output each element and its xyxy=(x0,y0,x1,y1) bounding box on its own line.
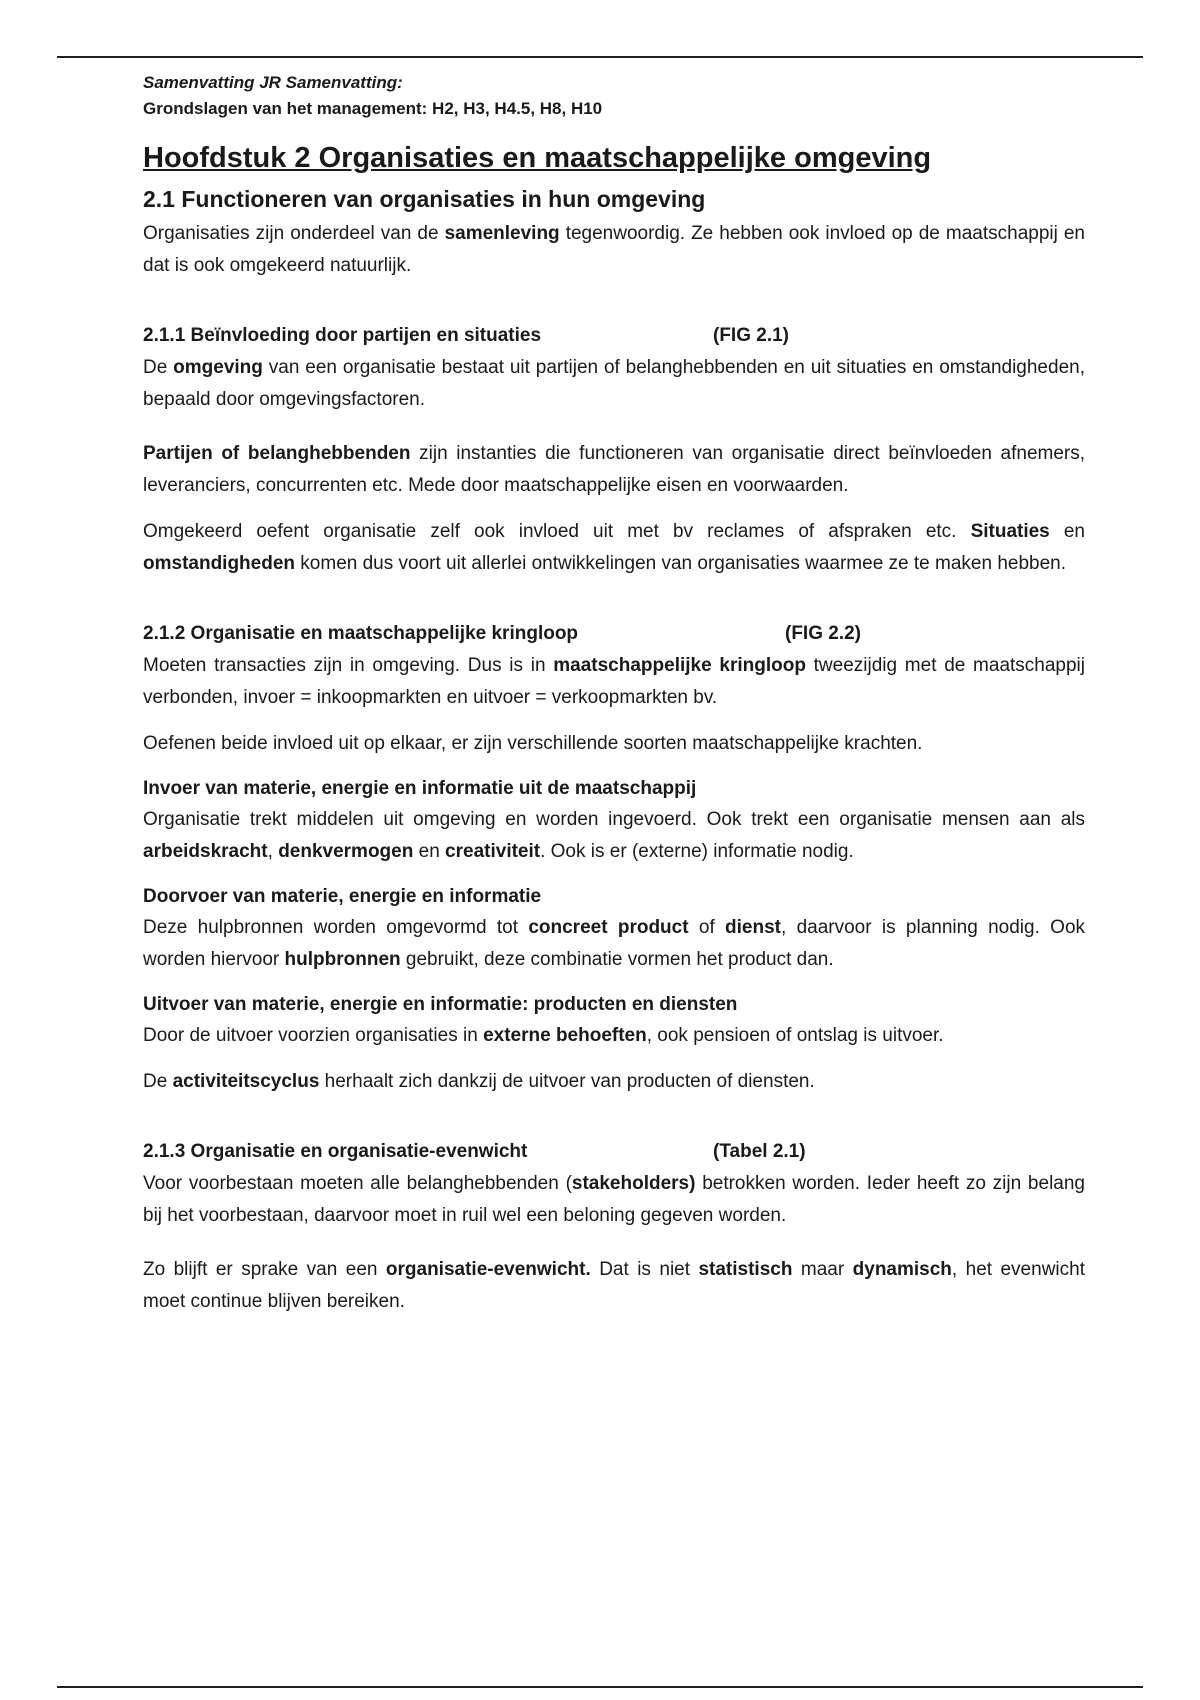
section-2-1-title: 2.1 Functioneren van organisaties in hun omgeving xyxy=(143,186,706,212)
invoer-paragraph: Organisatie trekt middelen uit omgeving en worden ingevoerd. Ook trekt een organisatie mensen aan als arbeidskracht, denkvermogen en creativiteit. Ook is er (externe) informatie nodig. xyxy=(143,809,1085,862)
section-2-1-1-title: 2.1.1 Beïnvloeding door partijen en situaties (FIG 2.1) xyxy=(143,320,1085,352)
s211-paragraph-2: Partijen of belanghebbenden zijn instanties die functioneren van organisatie direct beïnvloeden afnemers, leveranciers, concurrenten etc. Mede door maatschappelijke eisen en voorwaarden. xyxy=(143,443,1086,496)
doc-header-line1: Samenvatting JR Samenvatting: xyxy=(143,73,403,92)
s212-paragraph-1: Moeten transacties zijn in omgeving. Dus is in maatschappelijke kringloop tweezijdig met de maatschappij verbonden, invoer = inkoopmarkten en uitvoer = verkoopmarkten bv. xyxy=(143,655,1085,708)
fig-2-1-ref: (FIG 2.1) xyxy=(713,325,790,346)
document-body xyxy=(143,70,1085,1318)
tabel-2-1-ref: (Tabel 2.1) xyxy=(713,1141,806,1162)
section-2-1-2-title: 2.1.2 Organisatie en maatschappelijke kringloop (FIG 2.2) xyxy=(143,618,1085,650)
top-rule xyxy=(57,56,1143,58)
s212-paragraph-2: Oefenen beide invloed uit op elkaar, er zijn verschillende soorten maatschappelijke krachten. xyxy=(143,733,923,754)
chapter-title: Hoofdstuk 2 Organisaties en maatschappelijke omgeving xyxy=(143,142,932,174)
activiteitscyclus-paragraph: De activiteitscyclus herhaalt zich dankzij de uitvoer van producten of diensten. xyxy=(143,1071,815,1092)
bottom-rule xyxy=(57,1686,1143,1688)
uitvoer-paragraph: Door de uitvoer voorzien organisaties in externe behoeften, ook pensioen of ontslag is uitvoer. xyxy=(143,1025,944,1046)
section-2-1-3-title: 2.1.3 Organisatie en organisatie-evenwicht (Tabel 2.1) xyxy=(143,1136,1085,1168)
doorvoer-subheading: Doorvoer van materie, energie en informatie xyxy=(143,886,542,907)
doorvoer-paragraph: Deze hulpbronnen worden omgevormd tot concreet product of dienst, daarvoor is planning nodig. Ook worden hiervoor hulpbronnen gebruikt, deze combinatie vormen het product dan. xyxy=(143,917,1086,970)
invoer-subheading: Invoer van materie, energie en informatie uit de maatschappij xyxy=(143,778,697,799)
uitvoer-subheading: Uitvoer van materie, energie en informatie: producten en diensten xyxy=(143,994,738,1015)
doc-header-line2: Grondslagen van het management: H2, H3, H4.5, H8, H10 xyxy=(143,99,603,118)
fig-2-2-ref: (FIG 2.2) xyxy=(785,623,862,644)
s211-paragraph-1: De omgeving van een organisatie bestaat uit partijen of belanghebbenden en uit situaties en omstandigheden, bepaald door omgevingsfactoren. xyxy=(143,357,1085,410)
s213-paragraph-1: Voor voorbestaan moeten alle belanghebbenden (stakeholders) betrokken worden. Ieder heeft zo zijn belang bij het voorbestaan, daarvoor moet in ruil wel een beloning gegeven worden. xyxy=(143,1173,1085,1226)
s213-paragraph-2: Zo blijft er sprake van een organisatie-evenwicht. Dat is niet statistisch maar dynamisch, het evenwicht moet continue blijven bereiken. xyxy=(143,1259,1085,1312)
section-2-1-paragraph: Organisaties zijn onderdeel van de samenleving tegenwoordig. Ze hebben ook invloed op de maatschappij en dat is ook omgekeerd natuurlijk. xyxy=(143,223,1085,276)
s211-paragraph-3: Omgekeerd oefent organisatie zelf ook invloed uit met bv reclames of afspraken etc. Situaties en omstandigheden komen dus voort uit allerlei ontwikkelingen van organisaties waarmee ze te maken hebben. xyxy=(143,521,1085,574)
